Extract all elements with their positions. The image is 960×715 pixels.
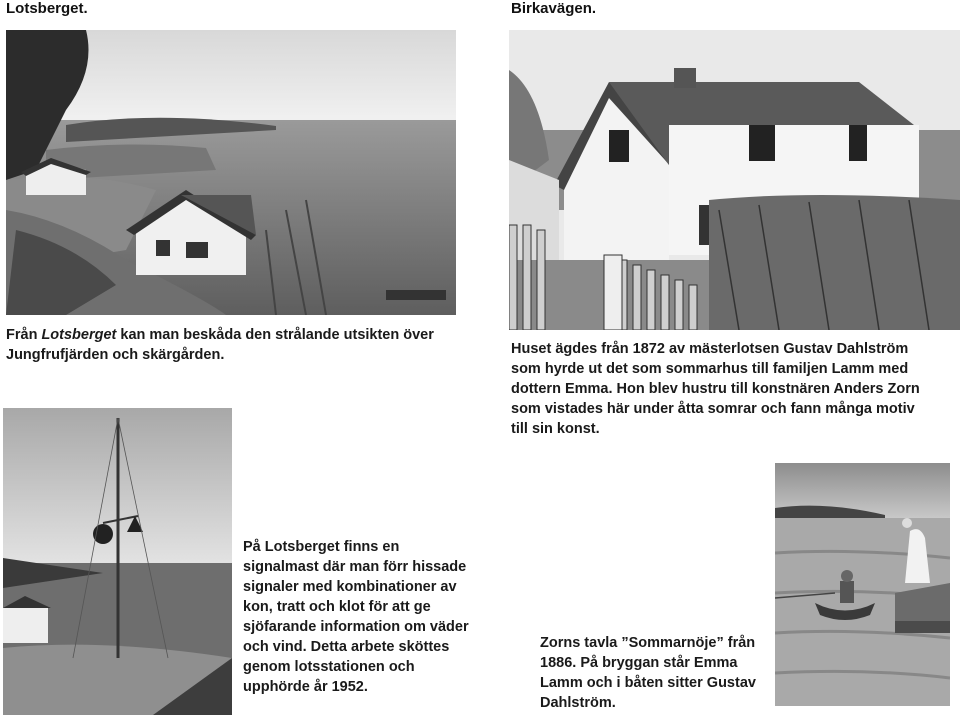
caption-signal-mast: På Lotsberget finns en signalmast där man förr hissade signaler med kombinationer av kon, tratt och klot för att ge sjöfarande information om väder och vind. Detta arbete sköttes genom lotsstationen och upphörde år 1952. <box>243 539 469 695</box>
caption-lotsberget-view <box>6 325 456 365</box>
caption-zorn-painting: Zorns tavla ”Sommarnöje” från 1886. På bryggan står Emma Lamm och i båten sitter Gustav Dahlström. <box>540 635 756 711</box>
birkavagen-house-photo <box>509 30 960 330</box>
caption-prefix: Från <box>6 327 42 343</box>
heading-birkavagen: Birkavägen. <box>511 0 597 17</box>
caption-birkavagen-house: Huset ägdes från 1872 av mästerlotsen Gustav Dahlström som hyrde ut det som sommarhus till familjen Lamm med dottern Emma. Hon blev hustru till konstnären Anders Zorn som vistades här under åtta somrar och fann många motiv till sin konst. <box>511 341 920 437</box>
signal-mast-photo <box>3 408 232 715</box>
caption-rest: kan man beskåda den strålande utsikten över Jungfrufjärden och skärgården. <box>6 327 434 363</box>
zorn-painting-photo <box>775 463 950 706</box>
heading-lotsberget: Lotsberget. <box>6 0 88 17</box>
caption-place-name: Lotsberget <box>41 327 117 343</box>
lotsberget-view-photo <box>6 30 456 315</box>
